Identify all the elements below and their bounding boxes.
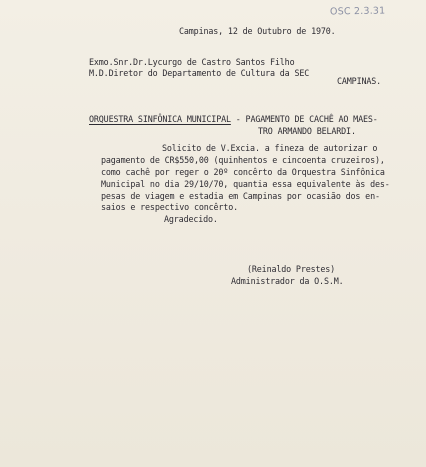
- body-line-5: pesas de viagem e estadia em Campinas por ocasião dos en-: [101, 191, 380, 201]
- subject-line-2: TRO ARMANDO BELARDI.: [258, 126, 356, 136]
- subject-text: - PAGAMENTO DE CACHÊ AO MAES-: [230, 114, 378, 124]
- signature-title: Administrador da O.S.M.: [231, 276, 344, 286]
- archive-reference: OSC 2.3.31: [329, 5, 386, 18]
- addressee-line-1: Exmo.Snr.Dr.Lycurgo de Castro Santos Filho: [89, 57, 295, 67]
- body-line-2: pagamento de CR$550,00 (quinhentos e cincoenta cruzeiros),: [101, 155, 385, 165]
- closing: Agradecido.: [164, 214, 218, 224]
- subject-orchestra-name: ORQUESTRA SINFÔNICA MUNICIPAL: [89, 114, 231, 124]
- body-line-3: como cachê por reger o 20º concêrto da Orquestra Sinfônica: [101, 167, 385, 177]
- date-line: Campinas, 12 de Outubro de 1970.: [179, 26, 336, 36]
- addressee-line-2: M.D.Diretor do Departamento de Cultura da SEC: [89, 68, 310, 78]
- addressee-city: CAMPINAS.: [337, 76, 382, 86]
- body-line-1: Solicito de V.Excia. a fineza de autorizar o: [162, 143, 378, 153]
- subject-line-1: [89, 114, 378, 124]
- body-line-4: Municipal no dia 29/10/70, quantia essa equivalente às des-: [101, 179, 390, 189]
- body-line-6: saios e respectivo concêrto.: [101, 202, 238, 212]
- signature-name: (Reinaldo Prestes): [247, 264, 336, 274]
